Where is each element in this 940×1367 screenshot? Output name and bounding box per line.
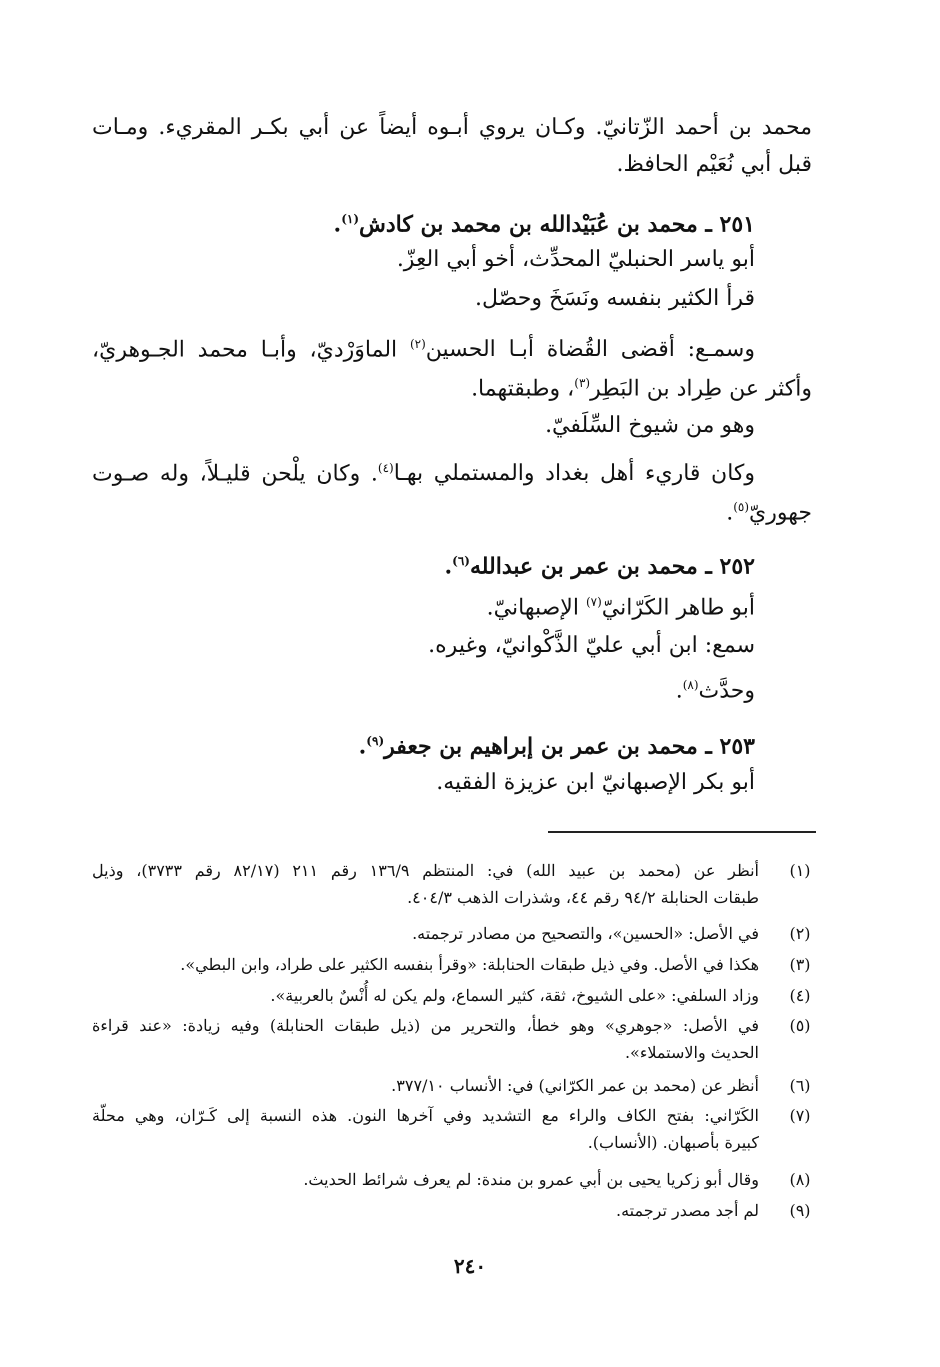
body-line: أبو بكر الإصبهانيّ ابن عزيزة الفقيه. — [436, 770, 755, 795]
footnote-ref: (٢) — [409, 337, 426, 351]
body-line: وأكثر عن طِراد بن البَطِر$^{(٣)}$، وطبقتهما. — [471, 376, 812, 402]
body-line: محمد بن أحمد الزّتانيّ. وكـان يروي أبـوه أيضاً عن أبي بكـر المقريء. ومـات — [92, 115, 812, 140]
footnote-text: في الأصل: «جوهري» وهو خطأ، والتحرير من (ذيل طبقات الحنابلة) وفيه زيادة: «عند قراءة — [92, 1016, 759, 1035]
footnote — [92, 1012, 816, 1066]
footnote-ref: (٥) — [733, 500, 750, 514]
footnote — [92, 1166, 816, 1193]
entry-heading-253: ٢٥٣ ـ محمد بن عمر بن إبراهيم بن جعفر$^{(٩)}$. — [358, 733, 755, 760]
footnote-ref: (٤) — [377, 461, 394, 475]
footnote-text: كبيرة بأصبهان. (الأنساب). — [587, 1133, 759, 1152]
body-line: وسمـع: أقضى القُضاة أبـا الحسين$^{(٢)}$ الماوَرْديّ، وأبـا محمد الجـوهريّ، — [92, 337, 755, 363]
footnote-number: (٨) — [789, 1170, 811, 1189]
footnote-text: وزاد السلفي: «على الشيوخ، ثقة، كثير السماع، ولم يكن له أُنْسٌ بالعربية». — [270, 986, 759, 1005]
body-line: قرأ الكثير بنفسه ونَسَخَ وحصّل. — [475, 286, 755, 311]
footnote-text: وقال أبو زكريا يحيى بن أبي عمرو بن مندة: لم يعرف شرائط الحديث. — [303, 1170, 759, 1189]
footnote — [92, 920, 816, 947]
footnote-number: (٣) — [789, 955, 811, 974]
footnote-ref: (٨) — [682, 678, 699, 692]
footnote-number: (١) — [789, 861, 811, 880]
entry-heading-251: ٢٥١ ـ محمد بن عُبَيْدالله بن محمد بن كادش$^{(١)}$. — [333, 211, 755, 238]
body-line: وحدَّث$^{(٨)}$. — [675, 678, 755, 704]
footnote-ref: (٩) — [366, 734, 385, 748]
footnote — [92, 982, 816, 1009]
entry-heading-252: ٢٥٢ ـ محمد بن عمر بن عبدالله$^{(٦)}$. — [444, 553, 755, 580]
footnote — [92, 1072, 816, 1099]
footnote-text: لم أجد مصدر ترجمته. — [616, 1201, 759, 1220]
body-line: أبو طاهر الكَرّانيّ$^{(٧)}$ الإصبهانيّ. — [486, 595, 755, 621]
body-line: وكان قاريء أهل بغداد والمستملي بهـا$^{(٤)}$. وكان يلْحن قليـلاً، وله صـوت — [92, 461, 755, 487]
body-line: سمع: ابن أبي عليّ الذَّكْوانيّ، وغيره. — [428, 633, 755, 658]
footnote-number: (٩) — [789, 1201, 811, 1220]
body-line: أبو ياسر الحنبليّ المحدِّث، أخو أبي العِزّ. — [396, 247, 755, 272]
footnote — [92, 1102, 816, 1156]
body-line: قبل أبي نُعَيْم الحافظ. — [616, 152, 812, 177]
footnote-number: (٥) — [789, 1016, 811, 1035]
footnote-ref: (١) — [341, 212, 360, 226]
footnote-text: هكذا في الأصل. وفي ذيل طبقات الحنابلة: «وقرأ بنفسه الكثير على طراد، وابن البطي». — [180, 955, 759, 974]
footnote-ref: (٣) — [574, 376, 591, 390]
footnote — [92, 1197, 816, 1224]
footnote-text: أنظر عن (محمد بن عبيد الله) في: المنتظم ١٣٦/٩ رقم ٢١١ (٨٢/١٧ رقم ٣٧٣٣)، وذيل — [92, 861, 759, 880]
footnote-number: (٤) — [789, 986, 811, 1005]
footnote-ref: (٦) — [452, 554, 470, 568]
footnote-divider — [548, 831, 816, 833]
footnote — [92, 857, 816, 911]
footnote-number: (٢) — [789, 924, 811, 943]
footnote-ref: (٧) — [585, 595, 602, 609]
body-line: جهوريّ$^{(٥)}$. — [726, 500, 812, 526]
footnote-text: الكَرّاني: بفتح الكاف والراء مع التشديد وفي آخرها النون. هذه النسبة إلى كَـرّان، وهي محلّة — [92, 1106, 759, 1125]
footnote — [92, 951, 816, 978]
body-line: وهو من شيوخ السِّلَفيّ. — [545, 413, 755, 438]
footnote-text: أنظر عن (محمد بن عمر الكرّاني) في: الأنساب ٣٧٧/١٠. — [391, 1076, 759, 1095]
footnote-text: طبقات الحنابلة ٩٤/٢ رقم ٤٤، وشذرات الذهب ٤٠٤/٣. — [407, 888, 759, 907]
footnote-text: في الأصل: «الحسين»، والتصحيح من مصادر ترجمته. — [412, 924, 759, 943]
page-number: ٢٤٠ — [453, 1254, 487, 1278]
footnote-number: (٦) — [789, 1076, 811, 1095]
footnote-number: (٧) — [789, 1106, 811, 1125]
footnote-text: الحديث والاستملاء». — [624, 1043, 759, 1062]
